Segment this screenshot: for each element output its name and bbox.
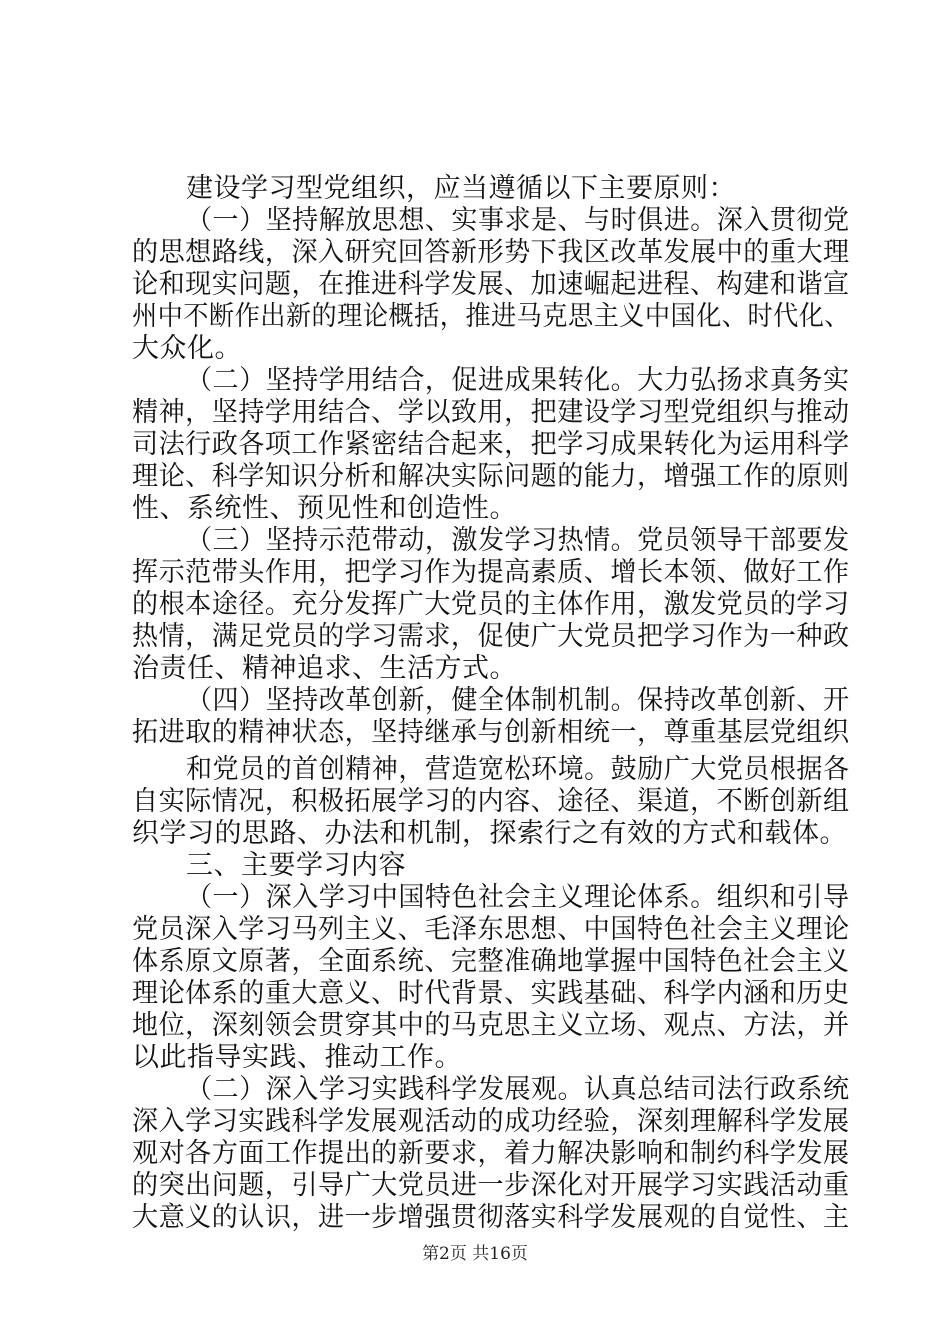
section-heading: 三、主要学习内容 — [186, 850, 406, 881]
text-line: 深入学习实践科学发展观活动的成功经验，深刻理解科学发展 — [132, 1106, 850, 1137]
text-line: 司法行政各项工作紧密结合起来，把学习成果转化为运用科学 — [132, 429, 850, 460]
text-line: 建设学习型党组织，应当遵循以下主要原则： — [186, 173, 736, 204]
text-line: 大众化。 — [132, 333, 242, 364]
text-line: 论和现实问题，在推进科学发展、加速崛起进程、构建和谐宣 — [132, 269, 850, 300]
text-line: 的思想路线，深入研究回答新形势下我区改革发展中的重大理 — [132, 237, 850, 268]
text-line: 织学习的思路、办法和机制，探索行之有效的方式和载体。 — [132, 818, 847, 849]
text-line: （一）深入学习中国特色社会主义理论体系。组织和引导 — [186, 882, 850, 913]
text-line: 以此指导实践、推动工作。 — [132, 1042, 462, 1073]
text-line: 热情，满足党员的学习需求，促使广大党员把学习作为一种政 — [132, 621, 850, 652]
text-line: 挥示范带头作用，把学习作为提高素质、增长本领、做好工作 — [132, 557, 850, 588]
text-line: 的根本途径。充分发挥广大党员的主体作用，激发党员的学习 — [132, 589, 850, 620]
text-line: （二）坚持学用结合，促进成果转化。大力弘扬求真务实 — [186, 365, 850, 396]
text-line: 观对各方面工作提出的新要求，着力解决影响和制约科学发展 — [132, 1138, 850, 1169]
text-line: 精神，坚持学用结合、学以致用，把建设学习型党组织与推动 — [132, 397, 850, 428]
text-line: 的突出问题，引导广大党员进一步深化对开展学习实践活动重 — [132, 1170, 850, 1201]
text-line: （二）深入学习实践科学发展观。认真总结司法行政系统 — [186, 1074, 850, 1105]
text-line: 体系原文原著，全面系统、完整准确地掌握中国特色社会主义 — [132, 946, 850, 977]
text-line: （三）坚持示范带动，激发学习热情。党员领导干部要发 — [186, 525, 850, 556]
text-line: 地位，深刻领会贯穿其中的马克思主义立场、观点、方法，并 — [132, 1010, 850, 1041]
text-line: 理论体系的重大意义、时代背景、实践基础、科学内涵和历史 — [132, 978, 850, 1009]
text-line: 理论、科学知识分析和解决实际问题的能力，增强工作的原则 — [132, 461, 850, 492]
text-line: 性、系统性、预见性和创造性。 — [132, 493, 517, 524]
text-line: 和党员的首创精神，营造宽松环境。鼓励广大党员根据各 — [186, 754, 850, 785]
page-footer: 第2页 共16页 — [422, 1244, 528, 1264]
text-line: 大意义的认识，进一步增强贯彻落实科学发展观的自觉性、主 — [132, 1202, 850, 1233]
text-line: 自实际情况，积极拓展学习的内容、途径、渠道，不断创新组 — [132, 786, 850, 817]
text-line: 党员深入学习马列主义、毛泽东思想、中国特色社会主义理论 — [132, 914, 850, 945]
text-line: （四）坚持改革创新，健全体制机制。保持改革创新、开 — [186, 685, 850, 716]
text-line: 治责任、精神追求、生活方式。 — [132, 653, 517, 684]
text-line: 拓进取的精神状态，坚持继承与创新相统一，尊重基层党组织 — [132, 717, 850, 748]
text-line: （一）坚持解放思想、实事求是、与时俱进。深入贯彻党 — [186, 205, 850, 236]
text-line: 州中不断作出新的理论概括，推进马克思主义中国化、时代化、 — [132, 301, 851, 332]
